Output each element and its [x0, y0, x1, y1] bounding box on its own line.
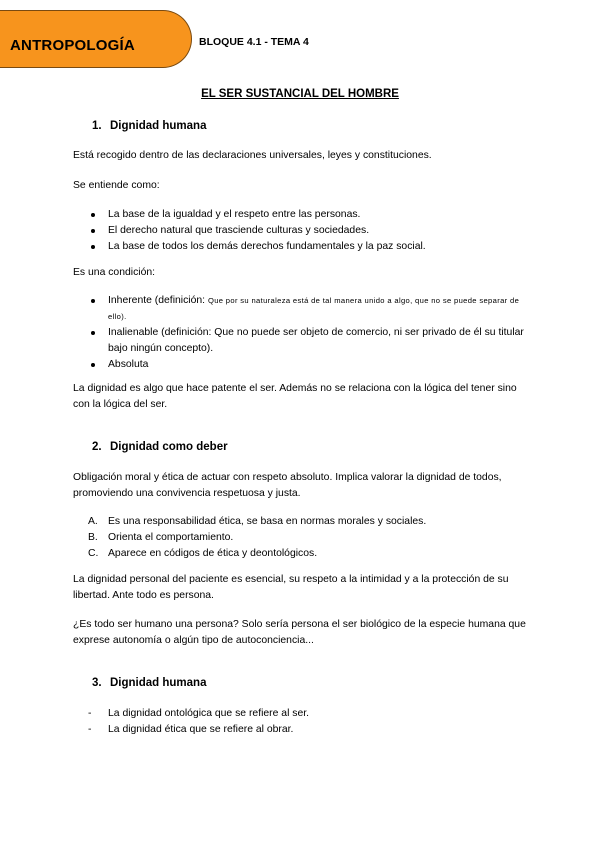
understood-as-list [73, 207, 533, 255]
section-1-number: 1. [92, 120, 102, 132]
list-item [73, 530, 533, 546]
list-item [73, 706, 533, 722]
section-2-heading [92, 441, 228, 453]
item-text: La dignidad ética que se refiere al obrar. [108, 724, 294, 735]
item-text: La dignidad ontológica que se refiere al ser. [108, 708, 310, 719]
duty-list [73, 514, 533, 562]
item-marker: C. [88, 548, 99, 559]
item-marker: - [88, 724, 92, 735]
section-1-title: Dignidad humana [110, 120, 207, 132]
section-2-title: Dignidad como deber [110, 441, 228, 453]
block-label: BLOQUE 4.1 - TEMA 4 [199, 36, 309, 48]
subject-label: ANTROPOLOGÍA [10, 37, 135, 54]
list-item-absolute: Absoluta [73, 357, 533, 373]
list-item [73, 722, 533, 738]
understood-as-label: Se entiende como: [73, 180, 160, 191]
list-item [73, 514, 533, 530]
section-1-closing: La dignidad es algo que hace patente el ser. Además no se relaciona con la lógica del tener sino con la lógica del ser. [73, 383, 517, 410]
section-2-number: 2. [92, 441, 102, 453]
inherent-term: Inherente (definición: [108, 295, 208, 306]
page-title: EL SER SUSTANCIAL DEL HOMBRE [201, 88, 399, 100]
patient-dignity-text: La dignidad personal del paciente es esencial, su respeto a la intimidad y a la protección de su libertad. Ante todo es persona. [73, 574, 509, 601]
item-marker: B. [88, 532, 98, 543]
section-1-intro: Está recogido dentro de las declaraciones universales, leyes y constituciones. [73, 150, 432, 161]
section-2-intro: Obligación moral y ética de actuar con respeto absoluto. Implica valorar la dignidad de todos, promoviendo una convivencia respetuosa y justa. [73, 472, 502, 499]
item-text: Orienta el comportamiento. [108, 532, 234, 543]
list-item [73, 546, 533, 562]
section-1-heading [92, 120, 206, 132]
section-3-title: Dignidad humana [110, 677, 207, 689]
list-item-inalienable: Inalienable (definición: Que no puede ser objeto de comercio, ni ser privado de él su titular bajo ningún concepto). [73, 325, 533, 357]
list-item: El derecho natural que trasciende culturas y sociedades. [73, 223, 533, 239]
section-3-heading [92, 677, 206, 689]
subject-tab [0, 10, 192, 68]
list-item: La base de todos los demás derechos fundamentales y la paz social. [73, 239, 533, 255]
dignity-types-list [73, 706, 533, 738]
inherent-definition: Que por su naturaleza está de tal manera unido a algo, que no se puede separar de ello). [108, 296, 520, 321]
item-text: Es una responsabilidad ética, se basa en normas morales y sociales. [108, 516, 427, 527]
item-marker: - [88, 708, 92, 719]
list-item: La base de la igualdad y el respeto entre las personas. [73, 207, 533, 223]
person-question-text: ¿Es todo ser humano una persona? Solo sería persona el ser biológico de la especie humana que exprese autonomía o algún tipo de autoconciencia... [73, 619, 526, 646]
list-item-inherent [73, 293, 533, 325]
item-marker: A. [88, 516, 98, 527]
condition-label: Es una condición: [73, 267, 156, 278]
section-3-number: 3. [92, 677, 102, 689]
item-text: Aparece en códigos de ética y deontológicos. [108, 548, 318, 559]
condition-list [73, 293, 533, 373]
